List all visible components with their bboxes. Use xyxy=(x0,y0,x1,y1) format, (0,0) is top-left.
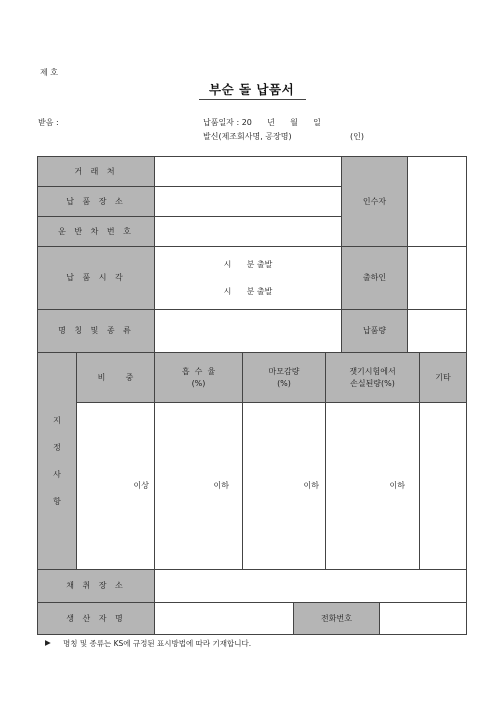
producer-field[interactable] xyxy=(155,603,294,635)
other-header: 기타 xyxy=(420,353,467,403)
delivery-date-label: 납품일자 : 20 년 월 일 xyxy=(203,118,321,127)
departure-time-line-2: 시 분 출발 xyxy=(223,287,273,296)
density-value[interactable]: 이상 xyxy=(77,403,155,570)
storage-place-field[interactable] xyxy=(155,570,467,603)
departure-time-line-1: 시 분 출발 xyxy=(223,260,273,269)
soundness-value[interactable]: 이하 xyxy=(326,403,420,570)
delivery-time-field[interactable] xyxy=(155,247,342,310)
title-underline xyxy=(199,99,306,100)
delivery-place-field[interactable] xyxy=(155,187,342,217)
delivery-form-table xyxy=(37,156,467,635)
spec-char-1: 지 xyxy=(53,416,61,425)
delivery-time-label: 납 품 시 각 xyxy=(38,247,155,310)
vehicle-number-field[interactable] xyxy=(155,217,342,247)
vehicle-number-label: 운 반 차 번 호 xyxy=(38,217,155,247)
abrasion-header: 마모감량 (%) xyxy=(243,353,326,403)
absorption-header: 흡 수 율 (%) xyxy=(155,353,243,403)
trade-partner-label: 거 래 처 xyxy=(38,157,155,187)
spec-char-4: 항 xyxy=(53,497,61,506)
shipper-field[interactable] xyxy=(408,247,467,310)
seal-label: (인) xyxy=(350,132,364,141)
spec-char-2: 정 xyxy=(53,443,61,452)
density-header: 비 중 xyxy=(77,353,155,403)
spec-char-3: 사 xyxy=(53,470,61,479)
phone-label: 전화번호 xyxy=(294,603,380,635)
trade-partner-field[interactable] xyxy=(155,157,342,187)
name-type-label: 명 칭 및 종 류 xyxy=(38,310,155,353)
document-number-label: 제 호 xyxy=(40,68,58,77)
page-title: 부순 돌 납품서 xyxy=(209,82,295,97)
other-value[interactable] xyxy=(420,403,467,570)
delivery-amount-label: 납품량 xyxy=(342,310,408,353)
shipper-label: 출하인 xyxy=(342,247,408,310)
receiver-field[interactable] xyxy=(408,157,467,247)
phone-field[interactable] xyxy=(380,603,467,635)
absorption-value[interactable]: 이하 xyxy=(155,403,243,570)
sender-label: 발신(제조회사명, 공장명) xyxy=(203,132,292,141)
spec-section-label xyxy=(38,353,77,570)
delivery-place-label: 납 품 장 소 xyxy=(38,187,155,217)
name-type-field[interactable] xyxy=(155,310,342,353)
soundness-header: 잿기시험에서 손실된량(%) xyxy=(326,353,420,403)
footnote-marker: ▶ xyxy=(45,638,51,647)
receiver-label: 인수자 xyxy=(342,157,408,247)
footnote-text: 명칭 및 종류는 KS에 규정된 표시방법에 따라 기재합니다. xyxy=(63,639,252,648)
abrasion-value[interactable]: 이하 xyxy=(243,403,326,570)
recipient-label: 받음 : xyxy=(38,118,59,127)
producer-label: 생 산 자 명 xyxy=(38,603,155,635)
delivery-amount-field[interactable] xyxy=(408,310,467,353)
storage-place-label: 채 취 장 소 xyxy=(38,570,155,603)
